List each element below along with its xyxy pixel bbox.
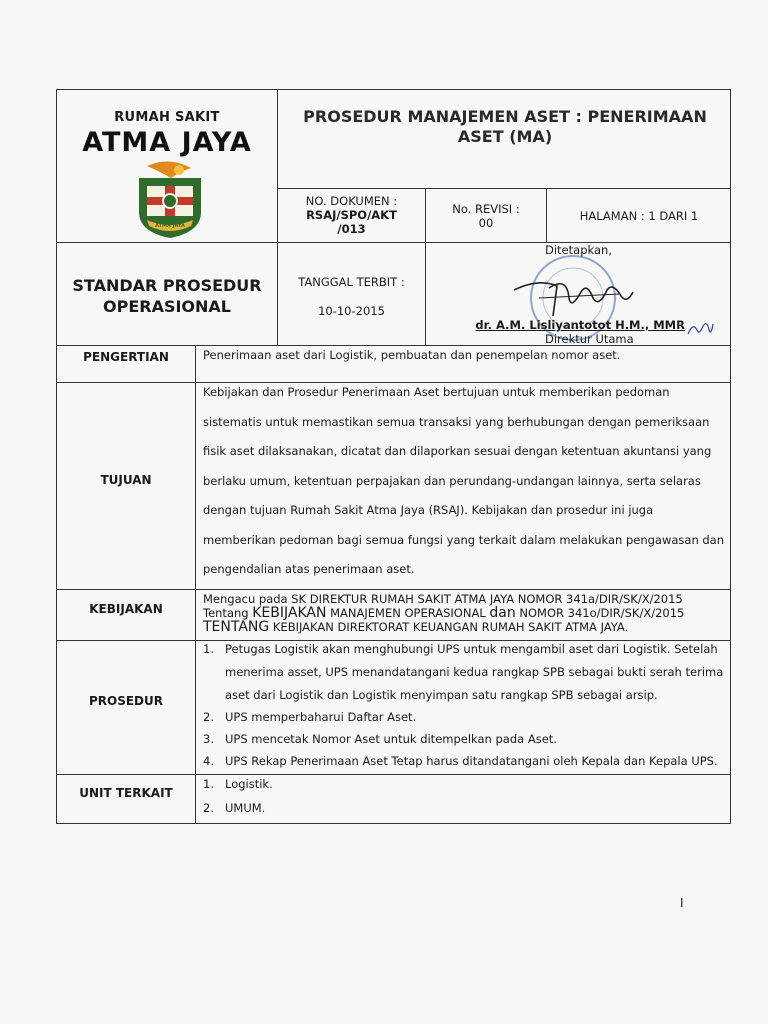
label-column-divider — [195, 345, 196, 824]
title-line-1: PROSEDUR MANAJEMEN ASET : PENERIMAAN — [303, 107, 707, 126]
kebijakan-text-span: TENTANG — [203, 619, 270, 635]
row-line-1 — [57, 345, 731, 346]
approver-title: Direktur Utama — [545, 332, 634, 346]
list-item-number: 4. — [203, 754, 214, 768]
row-line-3 — [57, 589, 731, 590]
list-item: Petugas Logistik akan menghubungi UPS untuk mengambil aset dari Logistik. Setelah — [225, 642, 718, 656]
kebijakan-text-span: KEBIJAKAN — [252, 605, 327, 621]
kebijakan-line-1: Mengacu pada SK DIREKTUR RUMAH SAKIT ATMA JAYA NOMOR 341a/DIR/SK/X/2015 — [203, 592, 683, 606]
tujuan-line: berlaku umum, ketentuan perpajakan dan perundang-undangan lainnya, serta selaras — [203, 473, 701, 488]
spo-line-1: STANDAR PROSEDUR — [72, 276, 262, 295]
signature-icon — [509, 268, 639, 320]
row-line-5 — [57, 774, 731, 775]
page-info: HALAMAN : 1 DARI 1 — [579, 209, 699, 223]
list-item: Logistik. — [225, 777, 273, 791]
tujuan-line: dengan tujuan Rumah Sakit Atma Jaya (RSAJ). Kebijakan dan prosedur ini juga — [203, 503, 654, 517]
tujuan-line: fisik aset dilaksanakan, dicatat dan dilaporkan sesuai dengan ketentuan akuntansi yang — [203, 444, 712, 458]
list-item: UPS Rekap Penerimaan Aset Tetap harus ditandatangani oleh Kepala dan Kepala UPS. — [225, 754, 718, 768]
kebijakan-text — [203, 592, 725, 634]
title-line-2: ASET (MA) — [457, 127, 553, 146]
tujuan-paragraph — [203, 378, 725, 585]
issue-date-value: 10-10-2015 — [318, 304, 385, 318]
pengertian-text: Penerimaan aset dari Logistik, pembuatan dan penempelan nomor aset. — [203, 348, 621, 362]
hospital-logo-icon — [133, 160, 207, 240]
tujuan-label: TUJUAN — [100, 473, 152, 487]
list-item-number: 1. — [203, 642, 214, 656]
document-title — [279, 107, 731, 147]
list-item: aset dari Logistik dan Logistik menyimpan satu rangkap SPB sebagai arsip. — [225, 688, 658, 702]
kebijakan-line-3 — [203, 620, 725, 634]
kebijakan-text-span: Tentang — [203, 606, 253, 620]
unit-terkait-label: UNIT TERKAIT — [79, 786, 173, 800]
logo-ribbon-text: ATMA JAYA — [155, 223, 185, 229]
doc-number-block — [278, 194, 425, 236]
prosedur-label: PROSEDUR — [88, 694, 164, 708]
kebijakan-text-span: NOMOR 341o/DIR/SK/X/2015 — [515, 606, 685, 620]
hospital-label: RUMAH SAKIT — [114, 110, 220, 125]
revision-value: 00 — [478, 216, 494, 230]
doc-number-label: NO. DOKUMEN : — [305, 194, 398, 208]
list-item-number: 2. — [203, 801, 214, 815]
revision-block — [426, 202, 546, 230]
meta-top-line — [278, 188, 731, 189]
kebijakan-text-span: MANAJEMEN OPERASIONAL — [326, 606, 490, 620]
header-bottom-line — [57, 242, 731, 243]
pengertian-label: PENGERTIAN — [83, 350, 169, 364]
revision-label: No. REVISI : — [452, 202, 520, 216]
approver-name: dr. A.M. Lisliyantotot H.M., MMR — [475, 318, 685, 332]
list-item: menerima asset, UPS menandatangani kedua rangkap SPB sebagai bukti serah terima — [225, 665, 724, 679]
page-mark: I — [680, 896, 684, 910]
tujuan-line: Kebijakan dan Prosedur Penerimaan Aset bertujuan untuk memberikan pedoman — [203, 385, 670, 399]
kebijakan-text-span: dan — [489, 605, 516, 621]
doc-number-value-1: RSAJ/SPO/AKT — [306, 208, 397, 222]
tujuan-line: memberikan pedoman bagi semua fungsi yang terkait dalam melakukan pengawasan dan — [203, 532, 725, 547]
tujuan-line: sistematis untuk memastikan semua transaksi yang berhubungan dengan pemeriksaan — [203, 414, 710, 429]
list-item: UPS mencetak Nomor Aset untuk ditempelkan pada Aset. — [225, 732, 557, 746]
kebijakan-text-span: KEBIJAKAN DIREKTORAT KEUANGAN RUMAH SAKIT ATMA JAYA. — [269, 620, 629, 634]
list-item: UPS memperbaharui Daftar Aset. — [225, 710, 417, 724]
list-item: UMUM. — [225, 801, 266, 815]
hospital-name: ATMA JAYA — [82, 127, 252, 158]
tujuan-line: pengendalian atas penerimaan aset. — [203, 562, 415, 576]
doc-number-value-2: /013 — [337, 222, 366, 236]
list-item-number: 3. — [203, 732, 214, 746]
spo-line-2: OPERASIONAL — [102, 297, 231, 316]
row-line-4 — [57, 640, 731, 641]
document-frame — [56, 89, 731, 824]
issue-date-label: TANGGAL TERBIT : — [298, 275, 405, 289]
list-item-number: 2. — [203, 710, 214, 724]
kebijakan-label: KEBIJAKAN — [89, 602, 163, 616]
kebijakan-line-2 — [203, 606, 725, 620]
spo-title — [57, 275, 277, 317]
list-item-number: 1. — [203, 777, 214, 791]
approved-label: Ditetapkan, — [545, 243, 612, 257]
initial-mark-icon — [685, 316, 715, 342]
